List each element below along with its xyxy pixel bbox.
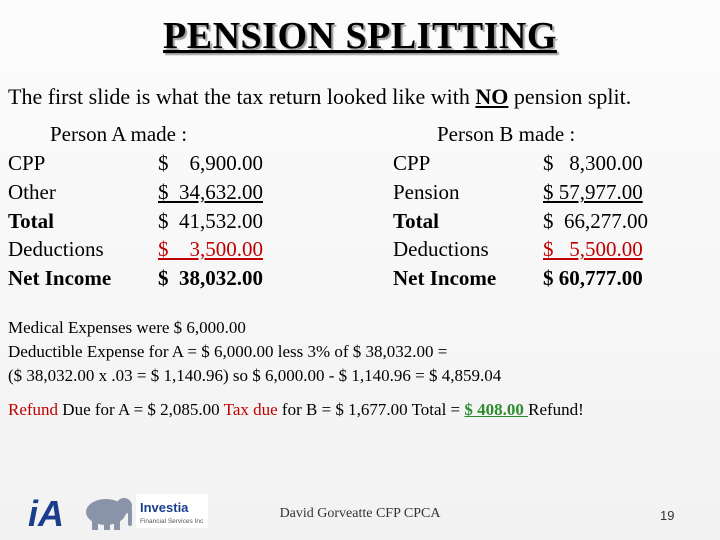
row-value: $ 38,032.00	[158, 266, 263, 290]
notes-line-2: Deductible Expense for A = $ 6,000.00 less 3% of $ 38,032.00 =	[8, 342, 448, 361]
row-label: Total	[8, 209, 54, 233]
row-label: Net Income	[8, 266, 112, 290]
row-label: CPP	[8, 151, 46, 175]
slide-title: PENSION SPLITTING	[163, 15, 557, 57]
row-value: $ 41,532.00	[158, 209, 263, 233]
person-a-block	[8, 122, 308, 292]
row-label: Other	[8, 180, 56, 204]
row-label: CPP	[393, 151, 431, 175]
row-value: $ 6,900.00	[158, 151, 263, 175]
page-number: 19	[660, 508, 675, 523]
presenter-name: David Gorveatte CFP CPCA	[279, 506, 441, 521]
notes-line-3: ($ 38,032.00 x .03 = $ 1,140.96) so $ 6,000.00 - $ 1,140.96 = $ 4,859.04	[8, 366, 502, 385]
row-label: Pension	[393, 180, 460, 204]
refund-part-2: for B = $ 1,677.00 Total =	[277, 400, 465, 419]
row-value: $ 66,277.00	[543, 209, 648, 233]
refund-summary	[8, 400, 584, 420]
refund-end: Refund!	[528, 400, 584, 419]
row-label: Deductions	[8, 237, 104, 261]
row-value: $ 34,632.00	[158, 180, 263, 204]
logo-name: Investia	[140, 500, 189, 515]
row-label: Total	[393, 209, 439, 233]
row-value: $ 5,500.00	[543, 237, 643, 261]
intro-emphasis: NO	[475, 84, 509, 109]
row-label: Net Income	[393, 266, 497, 290]
intro-text	[8, 84, 631, 110]
row-value: $ 57,977.00	[543, 180, 643, 204]
row-value: $ 8,300.00	[543, 151, 643, 175]
logo-tagline: Financial Services Inc	[140, 518, 204, 525]
logo-mark: iA	[28, 493, 64, 532]
intro-before: The first slide is what the tax return looked like with	[8, 84, 476, 109]
tax-due-word: Tax due	[223, 400, 278, 419]
person-b-block	[393, 122, 713, 292]
refund-total: $ 408.00	[464, 400, 529, 419]
person-b-heading: Person B made :	[437, 122, 576, 146]
row-value: $ 3,500.00	[158, 237, 263, 261]
medical-notes	[8, 316, 501, 388]
refund-word: Refund	[8, 400, 59, 419]
person-a-heading: Person A made :	[50, 122, 188, 146]
intro-after: pension split.	[508, 84, 632, 109]
notes-line-1: Medical Expenses were $ 6,000.00	[8, 318, 246, 337]
row-label: Deductions	[393, 237, 489, 261]
refund-part-1: Due for A = $ 2,085.00	[58, 400, 224, 419]
row-value: $ 60,777.00	[543, 266, 643, 290]
